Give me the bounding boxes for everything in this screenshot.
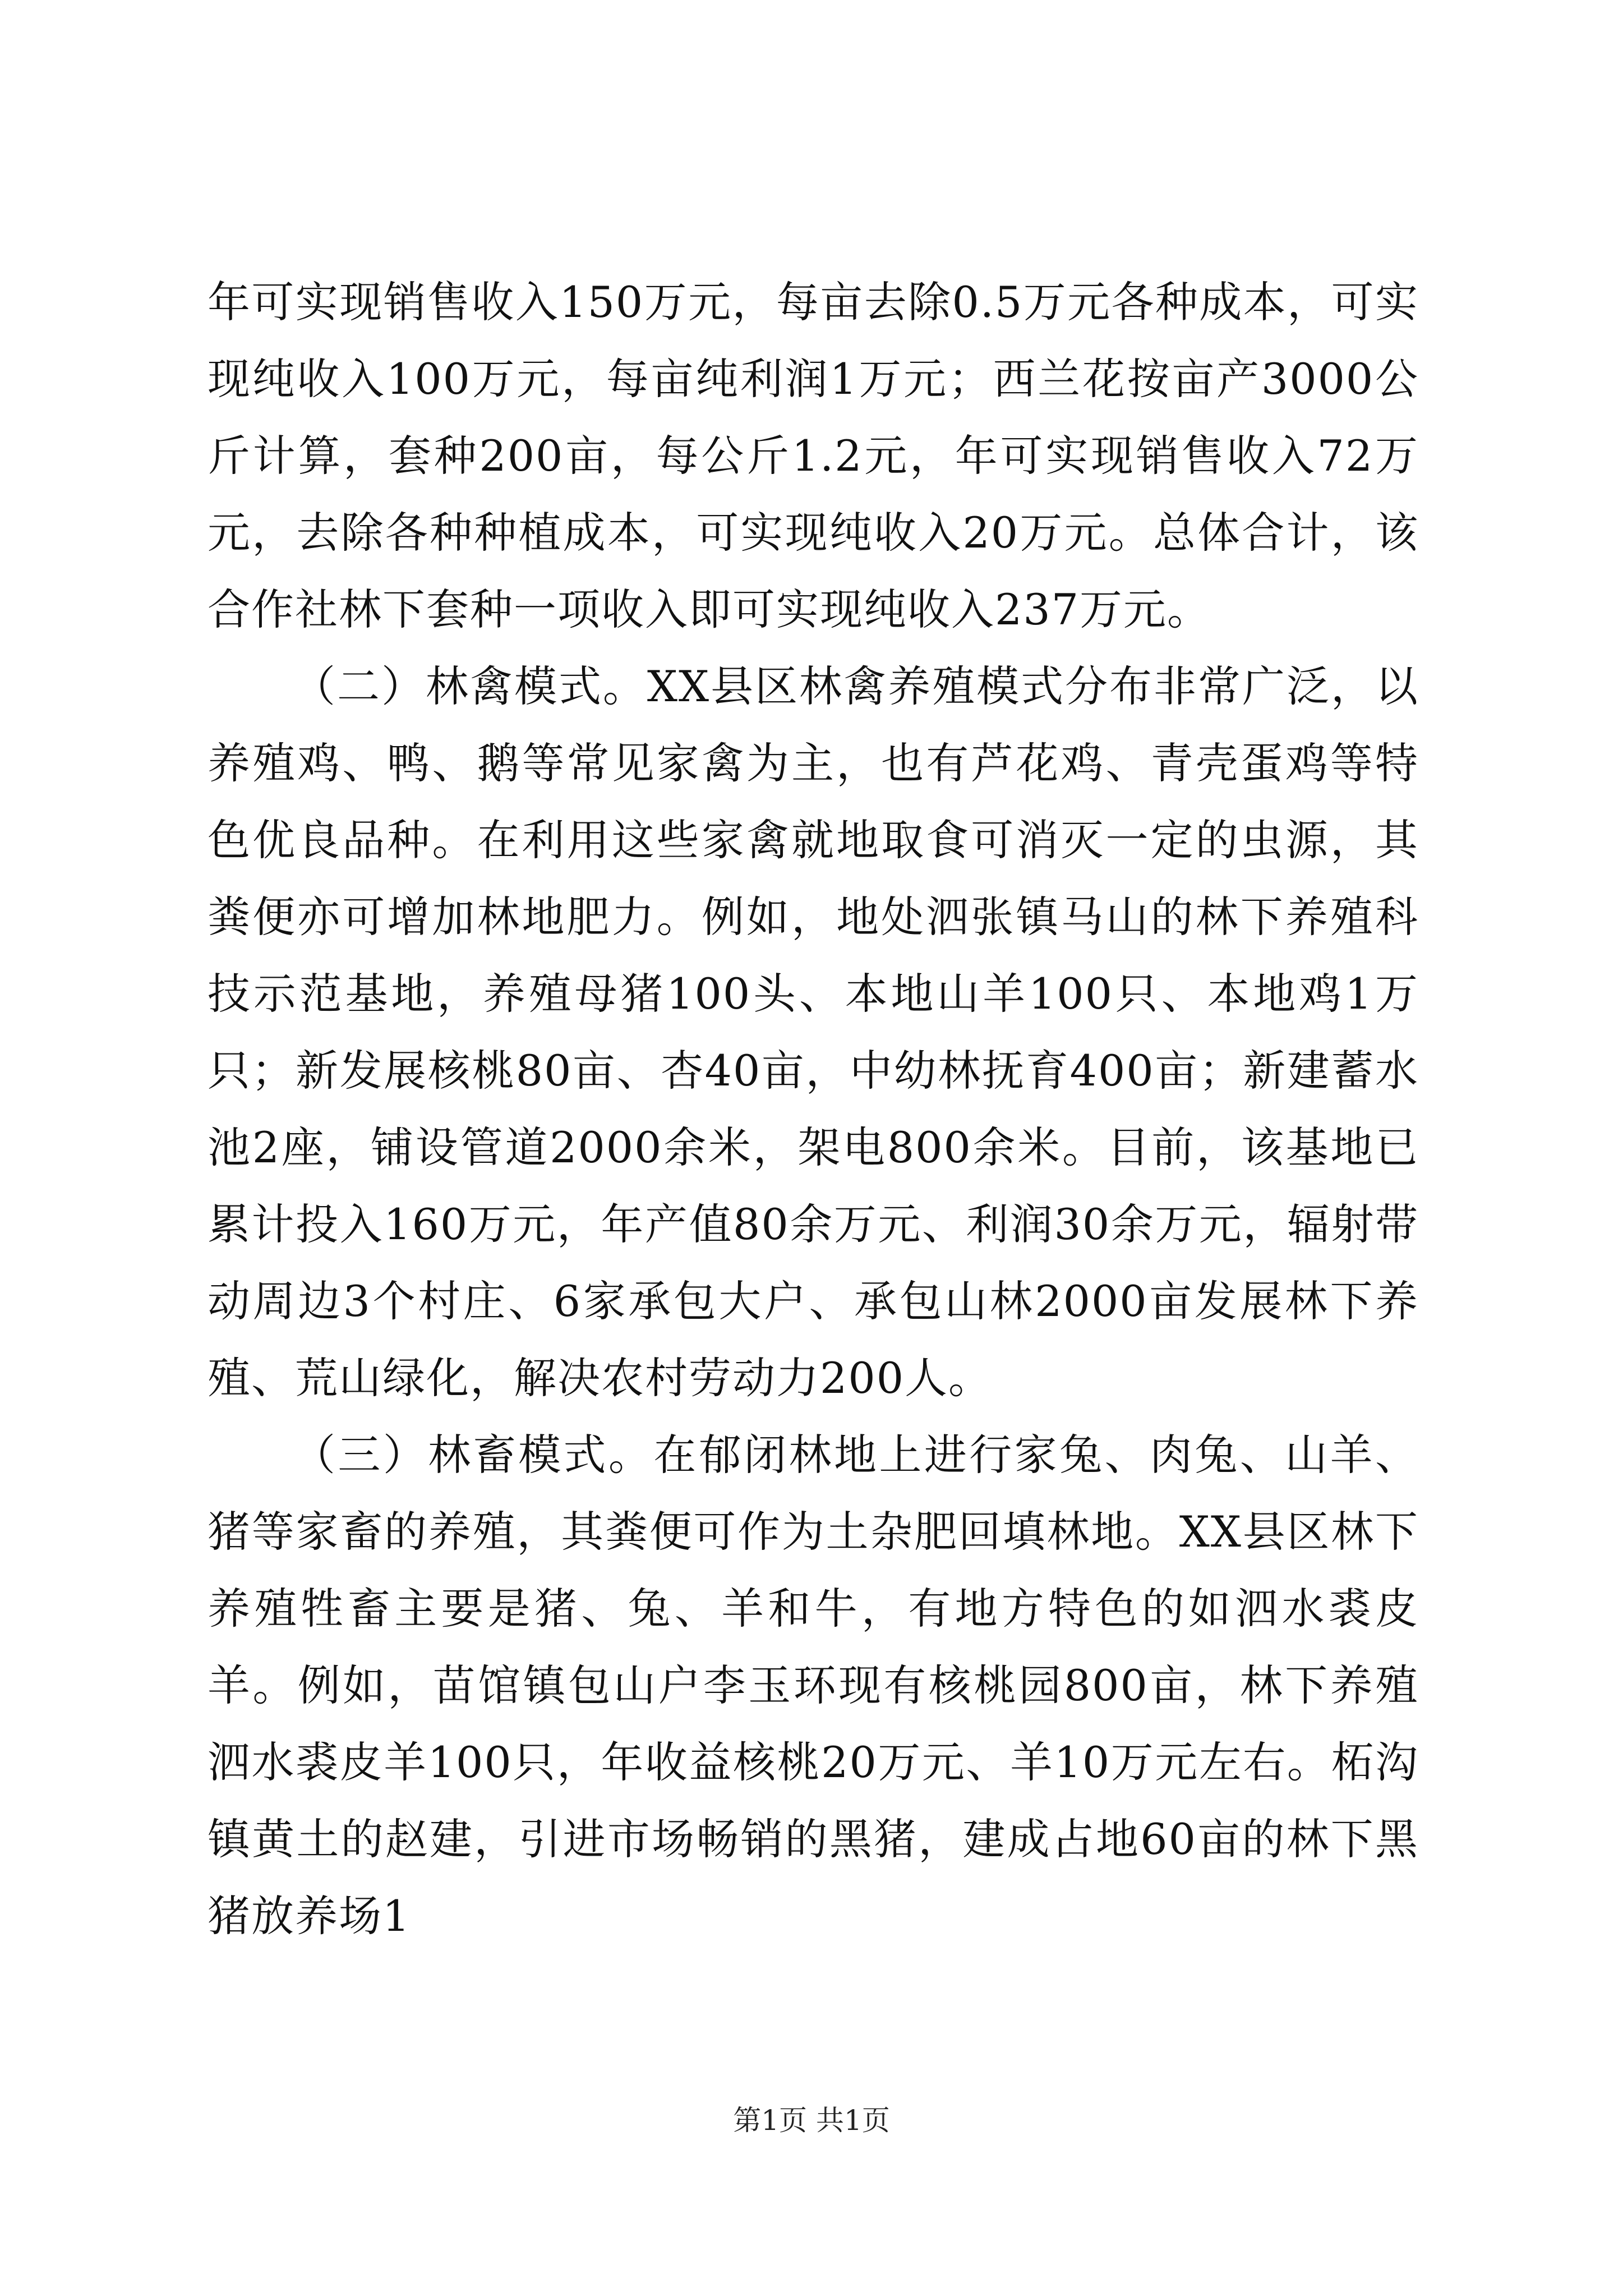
paragraph-forest-livestock-model: （三）林畜模式。在郁闭林地上进行家兔、肉兔、山羊、猪等家畜的养殖，其粪便可作为土杂肥回填林地。XX县区林下养殖牲畜主要是猪、兔、羊和牛，有地方特色的如泗水裘皮羊。例如，苗馆镇包山户李玉环现有核桃园800亩，林下养殖泗水裘皮羊100只，年收益核桃20万元、羊10万元左右。柘沟镇黄土的赵建，引进市场畅销的黑猪，建成占地60亩的林下黑猪放养场1 (208, 1430, 1419, 1941)
paragraph-forest-poultry-model: （二）林禽模式。XX县区林禽养殖模式分布非常广泛，以养殖鸡、鸭、鹅等常见家禽为主，也有芦花鸡、青壳蛋鸡等特色优良品种。在利用这些家禽就地取食可消灭一定的虫源，其粪便亦可增加林地肥力。例如，地处泗张镇马山的林下养殖科技示范基地，养殖母猪100头、本地山羊100只、本地鸡1万只；新发展核桃80亩、杏40亩，中幼林抚育400亩；新建蓄水池2座，铺设管道2000余米，架电800余米。目前，该基地已累计投入160万元，年产值80余万元、利润30余万元，辐射带动周边3个村庄、6家承包大户、承包山林2000亩发展林下养殖、荒山绿化，解决农村劳动力200人。 (208, 661, 1419, 1403)
document-body (208, 264, 1419, 1954)
page-footer: 第1页 共1页 (733, 2104, 890, 2137)
paragraph-continuation: 年可实现销售收入150万元，每亩去除0.5万元各种成本，可实现纯收入100万元，每亩纯利润1万元；西兰花按亩产3000公斤计算，套种200亩，每公斤1.2元，年可实现销售收入72万元，去除各种种植成本，可实现纯收入20万元。总体合计，该合作社林下套种一项收入即可实现纯收入237万元。 (208, 277, 1419, 634)
